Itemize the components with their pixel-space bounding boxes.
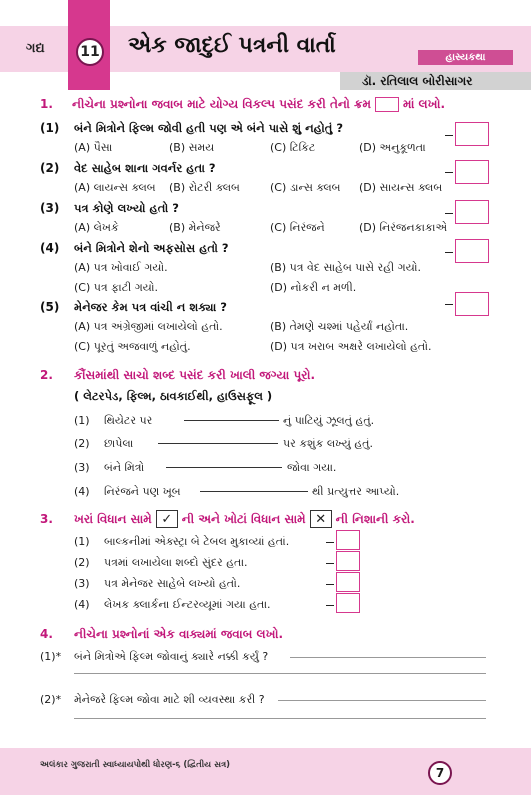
- answer-dash: [326, 584, 334, 585]
- blank-line[interactable]: [158, 443, 278, 444]
- instruction-text: ખરાં વિધાન સામે: [74, 511, 152, 526]
- section-instruction: કૌંસમાંથી સાચો શબ્દ પસંદ કરી ખાલી જગ્યા પૂરો.: [74, 368, 316, 382]
- option: (D) નોકરી ન મળી.: [270, 281, 357, 294]
- option: (C) ડાન્સ ક્લબ: [270, 181, 341, 194]
- answer-line[interactable]: [74, 673, 486, 674]
- item-after-text: પર કશુંક લખ્યું હતું.: [283, 437, 373, 450]
- option: (B) સમય: [169, 141, 215, 154]
- section-instruction: [74, 510, 415, 528]
- answer-box[interactable]: [455, 160, 489, 184]
- question-number: (3): [40, 201, 60, 215]
- option: (A) લેખકે: [74, 221, 119, 234]
- question-text: બંને મિત્રોને ફિલ્મ જોવી હતી પણ એ બંને પાસે શું નહોતું ?: [74, 121, 344, 135]
- option: (B) તેમણે ચશ્માં પહેર્યાં નહોતા.: [270, 320, 409, 333]
- statement-text: પત્રમાં લખાયેલા શબ્દો સુંદર હતા.: [104, 556, 248, 569]
- cross-symbol: ✕: [315, 511, 327, 527]
- genre-tag: હાસ્યકથા: [418, 50, 513, 65]
- option: (D) પત્ર ખરાબ અક્ષરે લખાયેલો હતો.: [270, 340, 432, 353]
- option: (C) નિરંજને: [270, 221, 325, 234]
- page-number: 7: [435, 766, 445, 780]
- true-false-box[interactable]: [336, 551, 360, 571]
- question-text: પત્ર કોણે લખ્યો હતો ?: [74, 201, 179, 215]
- item-before-text: છાપેલા: [104, 437, 134, 450]
- answer-box[interactable]: [455, 292, 489, 316]
- page-number-badge: [428, 761, 452, 785]
- word-bank: ( લેટરપેડ, ફિલ્મ, ઠાવકાઈથી, હાઉસફૂલ ): [74, 389, 273, 403]
- option: (B) મેનેજરે: [169, 221, 221, 234]
- item-before-text: થિયેટર પર: [104, 414, 153, 427]
- option: (D) અનુકૂળતા: [359, 141, 426, 154]
- instruction-text: નીચેના પ્રશ્નોના જવાબ માટે યોગ્ય વિકલ્પ પસંદ કરી તેનો ક્રમ: [72, 97, 371, 111]
- answer-dash: [326, 563, 334, 564]
- option: (A) લાયન્સ ક્લબ: [74, 181, 156, 194]
- instruction-text: ની નિશાની કરો.: [335, 511, 415, 526]
- option: (D) નિરંજનકાકાએ: [359, 221, 448, 234]
- section-number: 1.: [40, 97, 53, 111]
- blank-line[interactable]: [200, 491, 308, 492]
- question-number: (5): [40, 300, 60, 314]
- instruction-text: માં લખો.: [402, 97, 446, 111]
- instruction-text: ની અને ખોટાં વિધાન સામે: [181, 511, 306, 526]
- item-after-text: જોવા ગયા.: [287, 461, 337, 474]
- chapter-number-badge: [76, 38, 104, 66]
- item-before-text: બંને મિત્રો: [104, 461, 145, 474]
- statement-number: (4): [74, 598, 90, 611]
- section-instruction: નીચેના પ્રશ્નોનાં એક વાક્યમાં જવાબ લખો.: [74, 627, 284, 641]
- answer-dash: [445, 252, 453, 253]
- option: (A) પત્ર અંગ્રેજીમાં લખાયેલો હતો.: [74, 320, 223, 333]
- author-name: ડૉ. રતિલાલ બોરીસાગર: [362, 74, 473, 88]
- option: (C) પત્ર ફાટી ગયો.: [74, 281, 159, 294]
- true-false-box[interactable]: [336, 593, 360, 613]
- option: (B) રોટરી ક્લબ: [169, 181, 240, 194]
- true-false-box[interactable]: [336, 530, 360, 550]
- statement-number: (2): [74, 556, 90, 569]
- answer-dash: [445, 172, 453, 173]
- item-number: (1): [74, 414, 90, 427]
- item-before-text: નિરંજને પણ ખૂબ: [104, 485, 181, 498]
- answer-line[interactable]: [278, 700, 486, 701]
- question-text: બંને મિત્રોને શેનો અફસોસ હતો ?: [74, 241, 229, 255]
- statement-text: પત્ર મેનેજર સાહેબે લખ્યો હતો.: [104, 577, 241, 590]
- answer-dash: [326, 605, 334, 606]
- instruction-box: [375, 97, 399, 112]
- answer-line[interactable]: [290, 657, 486, 658]
- option: (A) પત્ર ખોવાઈ ગયો.: [74, 261, 168, 274]
- item-number: (3): [74, 461, 90, 474]
- question-number: (2)*: [40, 693, 62, 706]
- statement-number: (1): [74, 535, 90, 548]
- question-text: મેનેજરે ફિલ્મ જોવા માટે શી વ્યવસ્થા કરી ?: [74, 693, 265, 706]
- answer-box[interactable]: [455, 239, 489, 263]
- book-title: અલંકાર ગુજરાતી સ્વાધ્યાયપોથી ધોરણ-૬ (દ્વિતીય સત્ર): [40, 760, 231, 770]
- true-false-box[interactable]: [336, 572, 360, 592]
- blank-line[interactable]: [166, 467, 282, 468]
- section-number: 4.: [40, 627, 53, 641]
- section-number: 3.: [40, 512, 53, 526]
- question-number: (4): [40, 241, 60, 255]
- answer-dash: [326, 542, 334, 543]
- section-label: ગદ્ય: [26, 41, 45, 56]
- check-icon: [156, 510, 178, 528]
- section-number: 2.: [40, 368, 53, 382]
- question-number: (2): [40, 161, 60, 175]
- question-text: બંને મિત્રોએ ફિલ્મ જોવાનું ક્યારે નક્કી કર્યું ?: [74, 650, 269, 663]
- answer-dash: [445, 304, 453, 305]
- page-title: એક જાદુઈ પત્રની વાર્તા: [128, 33, 336, 58]
- item-number: (2): [74, 437, 90, 450]
- item-after-text: થી પ્રત્યુત્તર આપ્યો.: [312, 485, 400, 498]
- answer-dash: [445, 135, 453, 136]
- option: (D) સાયન્સ ક્લબ: [359, 181, 443, 194]
- answer-box[interactable]: [455, 200, 489, 224]
- cross-icon: [310, 510, 332, 528]
- option: (A) પૈસા: [74, 141, 113, 154]
- option: (C) પૂરતું અજવાળું નહોતું.: [74, 340, 191, 353]
- option: (B) પત્ર વેદ સાહેબ પાસે રહી ગયો.: [270, 261, 421, 274]
- question-number: (1)*: [40, 650, 62, 663]
- chapter-number: 11: [80, 44, 100, 60]
- answer-line[interactable]: [74, 718, 486, 719]
- item-after-text: નું પાટિયું ઝૂલતું હતું.: [283, 414, 375, 427]
- blank-line[interactable]: [184, 420, 279, 421]
- question-text: મેનેજર કેમ પત્ર વાંચી ન શક્યા ?: [74, 300, 227, 314]
- statement-text: બાલ્કનીમાં એક્સ્ટ્રા બે ટેબલ મુકાવ્યાં હતાં.: [104, 535, 290, 548]
- section-instruction: [72, 97, 445, 112]
- statement-text: લેખક ક્લાર્કના ઈન્ટરવ્યૂમાં ગયા હતા.: [104, 598, 271, 611]
- item-number: (4): [74, 485, 90, 498]
- answer-box[interactable]: [455, 122, 489, 146]
- answer-dash: [445, 213, 453, 214]
- option: (C) ટિકિટ: [270, 141, 316, 154]
- question-text: વેદ સાહેબ શાના ગવર્નર હતા ?: [74, 161, 216, 175]
- question-number: (1): [40, 121, 60, 135]
- check-symbol: ✓: [161, 511, 173, 527]
- statement-number: (3): [74, 577, 90, 590]
